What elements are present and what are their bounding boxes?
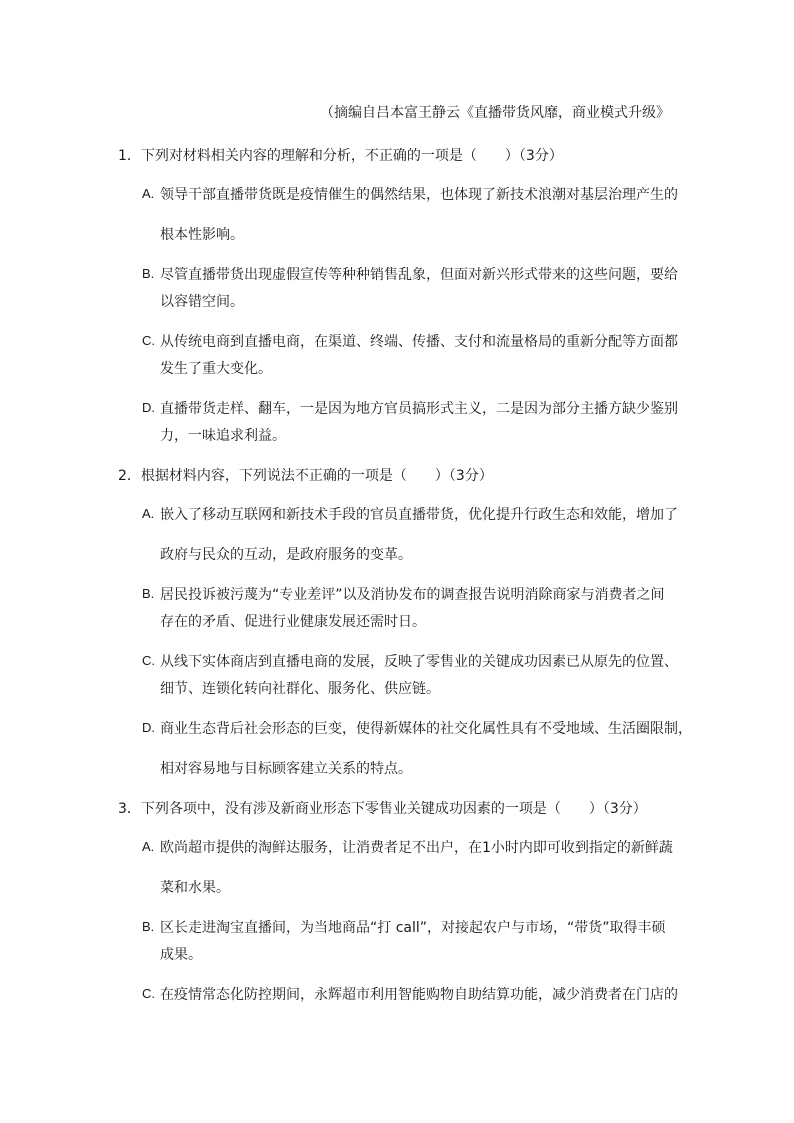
q2-option-b-line-2: 存在的矛盾、促进行业健康发展还需时日。 [160, 614, 426, 630]
question-2-stem: 2．根据材料内容，下列说法不正确的一项是（ ）（3分） [118, 468, 493, 484]
q1-option-b-letter: B. [142, 266, 155, 281]
q1-option-d-line-2: 力，一味追求利益。 [160, 428, 286, 444]
q1-option-d-line-1: 直播带货走样、翻车，一是因为地方官员搞形式主义，二是因为部分主播方缺少鉴别 [160, 401, 678, 417]
q3-option-a-letter: A. [142, 839, 155, 854]
q1-option-a-line-2: 根本性影响。 [160, 227, 244, 243]
q2-option-b-letter: B. [142, 586, 155, 601]
q2-option-a-line-2: 政府与民众的互动，是政府服务的变革。 [160, 547, 412, 563]
q1-option-c-letter: C. [142, 333, 155, 348]
q2-option-b-line-1: 居民投诉被污蔑为“专业差评”以及消协发布的调查报告说明消除商家与消费者之间 [160, 587, 665, 603]
source-citation: （摘编自吕本富王静云《直播带货风靡，商业模式升级》 [320, 105, 670, 121]
q2-option-a-line-1: 嵌入了移动互联网和新技术手段的官员直播带货，优化提升行政生态和效能，增加了 [160, 507, 678, 523]
q3-option-a-line-2: 菜和水果。 [160, 880, 230, 896]
q3-option-a-line-1: 欧尚超市提供的淘鲜达服务，让消费者足不出户，在1小时内即可收到指定的新鲜蔬 [160, 840, 673, 856]
q1-option-c-line-1: 从传统电商到直播电商，在渠道、终端、传播、支付和流量格局的重新分配等方面都 [160, 334, 678, 350]
q3-option-b-letter: B. [142, 919, 155, 934]
q2-option-a-letter: A. [142, 506, 155, 521]
q3-option-b-line-1: 区长走进淘宝直播间，为当地商品“打 call”，对接起农户与市场，“带货”取得丰硕 [160, 920, 666, 936]
q2-option-c-letter: C. [142, 653, 155, 668]
q3-option-b-line-2: 成果。 [160, 947, 202, 963]
q3-option-c-line-1: 在疫情常态化防控期间，永辉超市利用智能购物自助结算功能，减少消费者在门店的 [160, 987, 678, 1003]
q2-option-d-line-1: 商业生态背后社会形态的巨变，使得新媒体的社交化属性具有不受地域、生活圈限制， [160, 721, 692, 737]
q2-option-c-line-2: 细节、连锁化转向社群化、服务化、供应链。 [160, 681, 440, 697]
q1-option-a-line-1: 领导干部直播带货既是疫情催生的偶然结果，也体现了新技术浪潮对基层治理产生的 [160, 187, 678, 203]
q2-option-c-line-1: 从线下实体商店到直播电商的发展，反映了零售业的关键成功因素已从原先的位置、 [160, 654, 678, 670]
q1-option-a-letter: A. [142, 186, 155, 201]
q3-option-c-letter: C. [142, 986, 155, 1001]
q2-option-d-line-2: 相对容易地与目标顾客建立关系的特点。 [160, 761, 412, 777]
q1-option-b-line-2: 以容错空间。 [160, 294, 244, 310]
q2-option-d-letter: D. [142, 720, 155, 735]
q1-option-b-line-1: 尽管直播带货出现虚假宣传等种种销售乱象，但面对新兴形式带来的这些问题，要给 [160, 267, 678, 283]
question-3-stem: 3．下列各项中，没有涉及新商业形态下零售业关键成功因素的一项是（ ）（3分） [118, 801, 647, 817]
q1-option-d-letter: D. [142, 400, 155, 415]
q1-option-c-line-2: 发生了重大变化。 [160, 361, 272, 377]
question-1-stem: 1．下列对材料相关内容的理解和分析，不正确的一项是（ ）（3分） [118, 148, 563, 164]
